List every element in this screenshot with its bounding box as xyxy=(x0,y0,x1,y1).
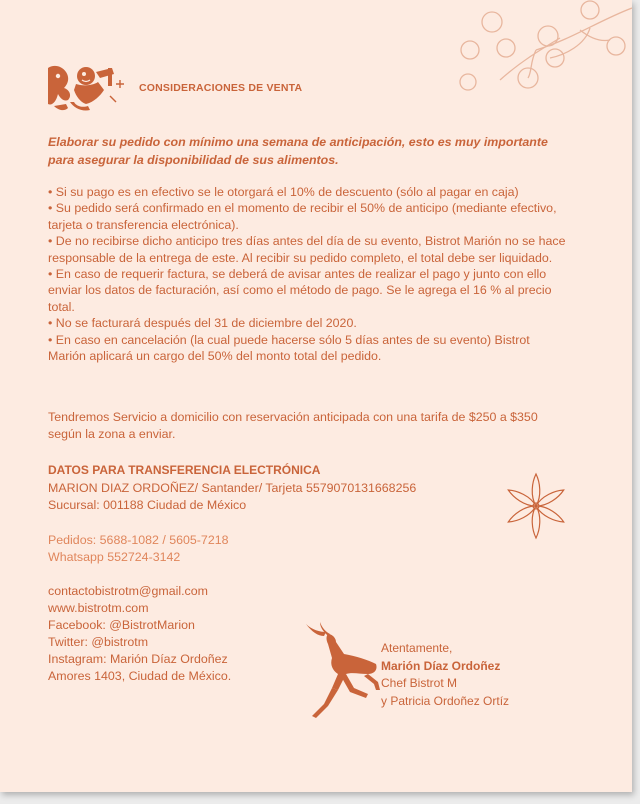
facebook-handle: Facebook: @BistrotMarion xyxy=(48,618,195,632)
deer-icon xyxy=(298,620,382,724)
instagram-handle: Instagram: Marión Díaz Ordoñez xyxy=(48,652,228,666)
list-item: • Su pedido será confirmado en el momento de recibir el 50% de anticipo (mediante efectivo, tarjeta o transferencia electrónica). xyxy=(48,201,557,232)
list-item: • En caso de requerir factura, se deberá de avisar antes de realizar el pago y junto con ello enviar los datos de facturación, así como el método de pago. Se le agrega el 16 % al precio total. xyxy=(48,267,552,314)
bank-transfer-title: DATOS PARA TRANSFERENCIA ELECTRÓNICA xyxy=(48,463,321,477)
berry-branch-icon xyxy=(440,0,632,100)
delivery-note: Tendremos Servicio a domicilio con reservación anticipada con una tarifa de $250 a $350 según la zona a enviar. xyxy=(48,410,538,441)
section-title: CONSIDERACIONES DE VENTA xyxy=(139,82,303,94)
order-phones: Pedidos: 5688-1082 / 5605-7218 xyxy=(48,533,229,547)
intro-text: Elaborar su pedido con mínimo una semana de anticipación, esto es muy importante para asegurar la disponibilidad de sus alimentos. xyxy=(48,135,548,167)
closing-text: Atentamente, xyxy=(381,641,453,655)
list-item: • No se facturará después del 31 de diciembre del 2020. xyxy=(48,316,357,331)
website-link[interactable]: www.bistrotm.com xyxy=(48,601,149,615)
list-item: • De no recibirse dicho anticipo tres días antes del día de su evento, Bistrot Marión no se hace responsable de la entrega de este. Al recibir su pedido completo, el total debe ser liquidado. xyxy=(48,234,566,265)
address: Amores 1403, Ciudad de México. xyxy=(48,669,232,683)
signer-role: Chef Bistrot M xyxy=(381,676,458,690)
orders-info xyxy=(48,532,568,566)
mascot-logo-icon xyxy=(46,62,130,114)
whatsapp-number: Whatsapp 552724-3142 xyxy=(48,550,181,564)
bank-account-line: MARION DIAZ ORDOÑEZ/ Santander/ Tarjeta 5579070131668256 xyxy=(48,481,417,495)
bank-branch-line: Sucursal: 001188 Ciudad de México xyxy=(48,498,247,512)
signature-block xyxy=(381,640,601,710)
conditions-list xyxy=(48,184,568,364)
email-link[interactable]: contactobistrotm@gmail.com xyxy=(48,584,208,598)
twitter-handle: Twitter: @bistrotm xyxy=(48,635,149,649)
list-item: • Si su pago es en efectivo se le otorgará el 10% de descuento (sólo al pagar en caja) xyxy=(48,185,519,199)
co-signer: y Patricia Ordoñez Ortíz xyxy=(381,693,510,708)
signer-name: Marión Díaz Ordoñez xyxy=(381,658,501,673)
list-item: • En caso en cancelación (la cual puede hacerse sólo 5 días antes de su evento) Bistrot Marión aplicará un cargo del 50% del monto total del pedido. xyxy=(48,332,530,364)
